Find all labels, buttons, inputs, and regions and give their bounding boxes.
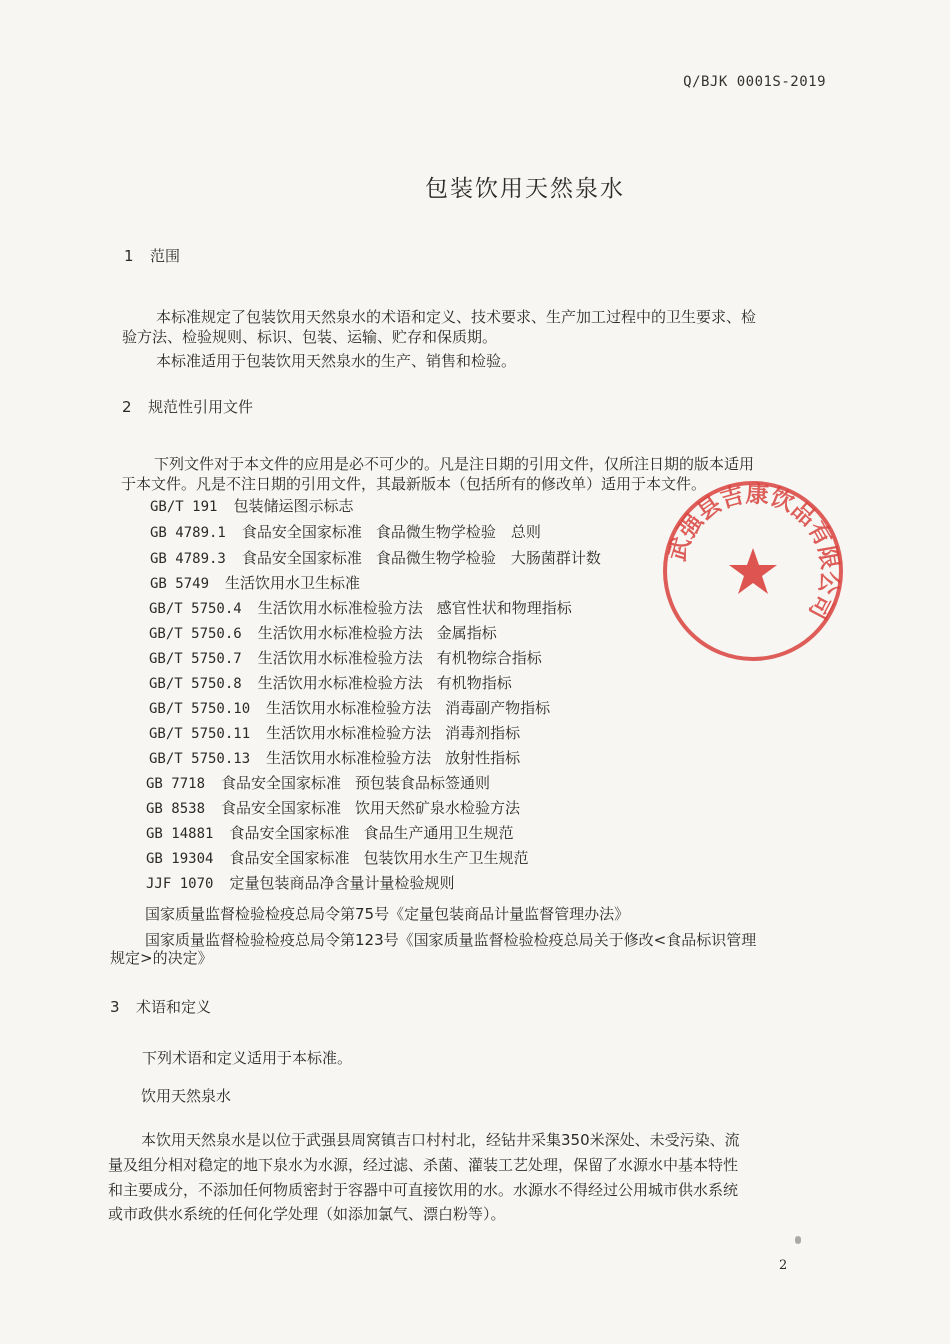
reference-code: GB 14881 <box>146 826 214 842</box>
reference-item <box>149 697 550 718</box>
reference-name: 生活饮用水标准检验方法 <box>257 649 423 667</box>
reference-code: GB/T 5750.10 <box>149 701 251 717</box>
scope-applicability: 本标准适用于包装饮用天然泉水的生产、销售和检验。 <box>156 352 517 370</box>
reference-code: GB 5749 <box>150 576 210 592</box>
section-title: 范围 <box>150 247 181 265</box>
page-number: 2 <box>779 1258 788 1273</box>
reference-code: GB/T 191 <box>150 499 218 515</box>
reference-part: 预包装食品标签通则 <box>355 774 491 792</box>
reference-part: 食品微生物学检验 大肠菌群计数 <box>375 549 601 567</box>
reference-name: 生活饮用水标准检验方法 <box>257 674 423 692</box>
reference-item <box>149 672 512 693</box>
reference-item <box>146 822 513 843</box>
reference-code: GB 19304 <box>146 851 214 867</box>
section-number: 1 <box>124 247 134 265</box>
reference-code: GB 7718 <box>146 776 206 792</box>
seal-star-icon <box>729 548 777 594</box>
section-heading-references <box>122 396 253 417</box>
reference-code: GB/T 5750.11 <box>149 726 251 742</box>
decree-123-line: 规定>的决定》 <box>110 949 213 967</box>
reference-code: JJF 1070 <box>146 876 214 892</box>
reference-part: 消毒副产物指标 <box>445 699 551 717</box>
reference-item <box>146 772 490 793</box>
reference-name: 生活饮用水标准检验方法 <box>257 599 423 617</box>
reference-item <box>146 797 520 818</box>
section-heading-scope <box>124 245 180 266</box>
reference-part: 感官性状和物理指标 <box>436 599 572 617</box>
section-title: 规范性引用文件 <box>148 398 254 416</box>
reference-name: 生活饮用水标准检验方法 <box>266 724 432 742</box>
section-title: 术语和定义 <box>136 998 212 1016</box>
reference-item <box>146 847 528 868</box>
reference-code: GB/T 5750.6 <box>149 626 242 642</box>
reference-part: 饮用天然矿泉水检验方法 <box>355 799 521 817</box>
reference-name: 食品安全国家标准 <box>241 549 362 567</box>
references-intro-line: 下列文件对于本文件的应用是必不可少的。凡是注日期的引用文件，仅所注日期的版本适用 <box>154 455 755 473</box>
section-heading-definitions <box>110 996 211 1017</box>
references-intro-line: 于本文件。凡是不注日期的引用文件，其最新版本（包括所有的修改单）适用于本文件。 <box>121 475 707 493</box>
definition-line: 量及组分相对稳定的地下泉水为水源，经过滤、杀菌、灌装工艺处理，保留了水源水中基本特性 <box>108 1156 739 1174</box>
section-number: 2 <box>122 398 132 416</box>
reference-item <box>150 572 360 593</box>
scan-speck <box>795 1236 801 1244</box>
scope-paragraph-line: 验方法、检验规则、标识、包装、运输、贮存和保质期。 <box>122 328 498 346</box>
reference-item <box>150 547 601 568</box>
reference-item <box>149 597 572 618</box>
scope-paragraph-line: 本标准规定了包装饮用天然泉水的术语和定义、技术要求、生产加工过程中的卫生要求、检 <box>156 308 757 326</box>
reference-name: 食品安全国家标准 <box>241 523 362 541</box>
reference-item <box>150 521 541 542</box>
reference-name: 食品安全国家标准 <box>229 849 350 867</box>
decree-123-line: 国家质量监督检验检疫总局令第123号《国家质量监督检验检疫总局关于修改<食品标识管理 <box>145 931 757 949</box>
reference-name: 生活饮用水标准检验方法 <box>266 749 432 767</box>
reference-name: 食品安全国家标准 <box>229 824 350 842</box>
reference-code: GB/T 5750.8 <box>149 676 242 692</box>
reference-name: 生活饮用水标准检验方法 <box>257 624 423 642</box>
term-heading: 饮用天然泉水 <box>141 1087 232 1105</box>
reference-part: 有机物综合指标 <box>436 649 542 667</box>
reference-code: GB/T 5750.13 <box>149 751 251 767</box>
reference-name: 生活饮用水标准检验方法 <box>266 699 432 717</box>
reference-item <box>149 622 497 643</box>
reference-name: 定量包装商品净含量计量检验规则 <box>229 874 455 892</box>
reference-item <box>149 647 542 668</box>
reference-part: 金属指标 <box>436 624 497 642</box>
reference-part: 包装饮用水生产卫生规范 <box>363 849 529 867</box>
definition-line: 本饮用天然泉水是以位于武强县周窝镇吉口村村北，经钻井采集350米深处、未受污染、流 <box>141 1131 740 1149</box>
reference-item <box>149 722 520 743</box>
reference-name: 生活饮用水卫生标准 <box>225 574 361 592</box>
definition-line: 和主要成分，不添加任何物质密封于容器中可直接饮用的水。水源水不得经过公用城市供水系统 <box>108 1181 739 1199</box>
reference-item <box>149 747 520 768</box>
definitions-intro: 下列术语和定义适用于本标准。 <box>142 1049 353 1067</box>
reference-item <box>150 495 353 516</box>
decree-75: 国家质量监督检验检疫总局令第75号《定量包装商品计量监督管理办法》 <box>145 905 630 923</box>
section-number: 3 <box>110 998 120 1016</box>
reference-name: 食品安全国家标准 <box>221 774 342 792</box>
reference-part: 有机物指标 <box>436 674 512 692</box>
company-seal <box>660 478 846 664</box>
page-title: 包装饮用天然泉水 <box>425 176 625 202</box>
reference-part: 放射性指标 <box>445 749 521 767</box>
reference-item <box>146 872 454 893</box>
reference-part: 食品微生物学检验 总则 <box>375 523 541 541</box>
reference-code: GB 4789.1 <box>150 525 226 541</box>
seal-text: 武强县吉康饮品有限公司 <box>663 480 844 624</box>
reference-part: 消毒剂指标 <box>445 724 521 742</box>
reference-code: GB 8538 <box>146 801 206 817</box>
reference-code: GB 4789.3 <box>150 551 226 567</box>
reference-code: GB/T 5750.4 <box>149 601 242 617</box>
reference-name: 包装储运图示标志 <box>233 497 354 515</box>
definition-line: 或市政供水系统的任何化学处理（如添加氯气、漂白粉等）。 <box>108 1205 506 1223</box>
document-code: Q/BJK 0001S-2019 <box>683 74 826 90</box>
reference-code: GB/T 5750.7 <box>149 651 242 667</box>
reference-name: 食品安全国家标准 <box>221 799 342 817</box>
reference-part: 食品生产通用卫生规范 <box>363 824 514 842</box>
